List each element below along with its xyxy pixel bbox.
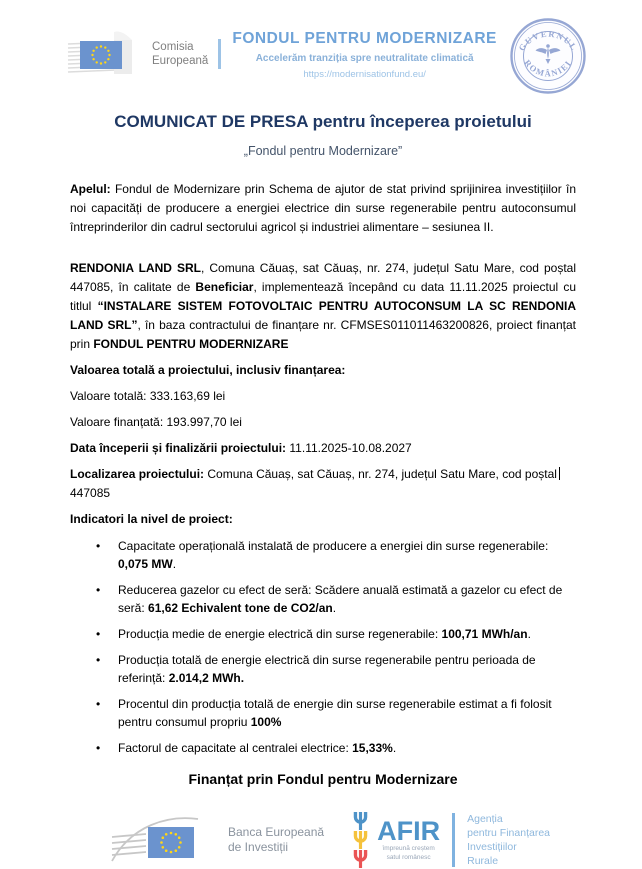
indicator-item: • Procentul din producția totală de energie din surse regenerabile estimat a fi folosit pentru consumul propriu 100% bbox=[96, 697, 552, 729]
afir-name-line2: pentru Finanțarea bbox=[467, 826, 550, 839]
fund-url-link[interactable]: https://modernisationfund.eu/ bbox=[303, 69, 426, 80]
indicator-item: • Producția medie de energie electrică din surse regenerabile: 100,71 MWh/an. bbox=[96, 627, 531, 641]
commission-name-line2: Europeană bbox=[152, 55, 209, 67]
indicators-list bbox=[70, 537, 576, 757]
bullet-icon: • bbox=[96, 741, 101, 755]
location-postal-code: 447085 bbox=[70, 486, 111, 500]
bullet-icon: • bbox=[96, 653, 101, 667]
afir-name bbox=[467, 812, 550, 869]
afir-name-line4: Rurale bbox=[467, 855, 499, 868]
eib-name-line1: Banca Europeană bbox=[228, 825, 325, 839]
afir-slogan: împreună creștem satul românesc bbox=[382, 845, 435, 861]
page-subtitle: „Fondul pentru Modernizare” bbox=[243, 144, 403, 158]
location-line: Localizarea proiectului: Comuna Căuaș, sat Căuaș, nr. 274, județul Satu Mare, cod poștal 447085 bbox=[70, 465, 576, 503]
afir-trident-icon-yellow bbox=[352, 831, 369, 849]
afir-name-line3: Investițiilor bbox=[467, 841, 517, 853]
commission-name-line1: Comisia bbox=[152, 40, 194, 53]
afir-acronym: AFIR bbox=[377, 816, 441, 847]
dates-line: Data începerii și finalizării proiectului: 11.11.2025-10.08.2027 bbox=[70, 441, 412, 455]
beneficiary-paragraph: RENDONIA LAND SRL, Comuna Căuaș, sat Căuaș, nr. 274, județul Satu Mare, cod poștal 447085, în calitate de Beneficiar, implementează începând cu data 11.11.2025 proiectul cu titlul “INSTALARE SISTEM FOTOVOLTAIC PENTRU AUTOCONSUM LA SC RENDONIA LAND SRL”, în baza contractului de finanțare nr. CFMSES011011463200826, proiect finanțat prin FONDUL PENTRU MODERNIZARE bbox=[70, 261, 577, 351]
government-of-romania-seal-icon bbox=[508, 16, 588, 96]
european-commission-logo bbox=[66, 16, 221, 80]
bullet-icon: • bbox=[96, 627, 101, 641]
fund-tagline: Accelerăm tranziția spre neutralitate climatică bbox=[255, 53, 474, 64]
indicator-item: • Factorul de capacitate al centralei electrice: 15,33%. bbox=[96, 741, 397, 755]
bullet-icon: • bbox=[96, 697, 101, 711]
indicators-heading: Indicatori la nivel de proiect: bbox=[70, 512, 233, 526]
eib-flag-icon bbox=[110, 811, 218, 869]
total-value-line: Valoare totală: 333.163,69 lei bbox=[70, 389, 226, 403]
text-cursor bbox=[559, 467, 560, 480]
indicator-item: • Reducerea gazelor cu efect de seră: Scădere anuală estimată a gazelor cu efect de seră: 61,62 Echivalent tone de CO2/an. bbox=[96, 583, 563, 615]
indicator-item: • Capacitate operațională instalată de producere a energiei din surse regenerabile: 0,075 MW. bbox=[96, 539, 549, 571]
afir-name-line1: Agenția bbox=[467, 812, 503, 825]
svg-text:GUVERNUL: GUVERNUL bbox=[516, 28, 580, 53]
header bbox=[66, 16, 588, 96]
eu-flag-icon bbox=[66, 28, 144, 80]
indicator-item: • Producția totală de energie electrică din surse regenerabile pentru perioada de referință: 2.014,2 MWh. bbox=[96, 653, 536, 685]
eib-logo bbox=[110, 811, 324, 869]
afir-trident-icon-red bbox=[352, 850, 369, 868]
bullet-icon: • bbox=[96, 539, 101, 553]
eib-name-line2: de Investiții bbox=[228, 840, 289, 854]
total-value-heading: Valoarea totală a proiectului, inclusiv finanțarea: bbox=[70, 363, 346, 377]
afir-logo bbox=[352, 812, 550, 869]
page-title: COMUNICAT DE PRESA pentru începerea proietului bbox=[114, 112, 532, 131]
footer bbox=[110, 811, 550, 869]
intro-paragraph: Apelul: Fondul de Modernizare prin Schema de ajutor de stat privind sprijinirea investițiilor în noi capacități de producere a energiei electrice din surse regenerabile pentru autoconsumul întreprinderilor din cadrul sectorului agricol și industriei alimentare – sesiunea II. bbox=[70, 182, 576, 234]
fund-banner bbox=[221, 16, 508, 82]
closing-statement: Finanțat prin Fondul pentru Modernizare bbox=[188, 771, 458, 787]
svg-text:ROMÂNIEI: ROMÂNIEI bbox=[522, 57, 574, 79]
commission-name bbox=[152, 40, 208, 69]
afir-acronym-block bbox=[377, 818, 440, 862]
afir-divider bbox=[452, 813, 455, 867]
eib-name bbox=[228, 825, 324, 855]
fund-title: FONDUL PENTRU MODERNIZARE bbox=[232, 30, 497, 47]
bullet-icon: • bbox=[96, 583, 101, 597]
afir-trident-icons bbox=[352, 812, 369, 868]
funded-value-line: Valoare finanțată: 193.997,70 lei bbox=[70, 415, 242, 429]
